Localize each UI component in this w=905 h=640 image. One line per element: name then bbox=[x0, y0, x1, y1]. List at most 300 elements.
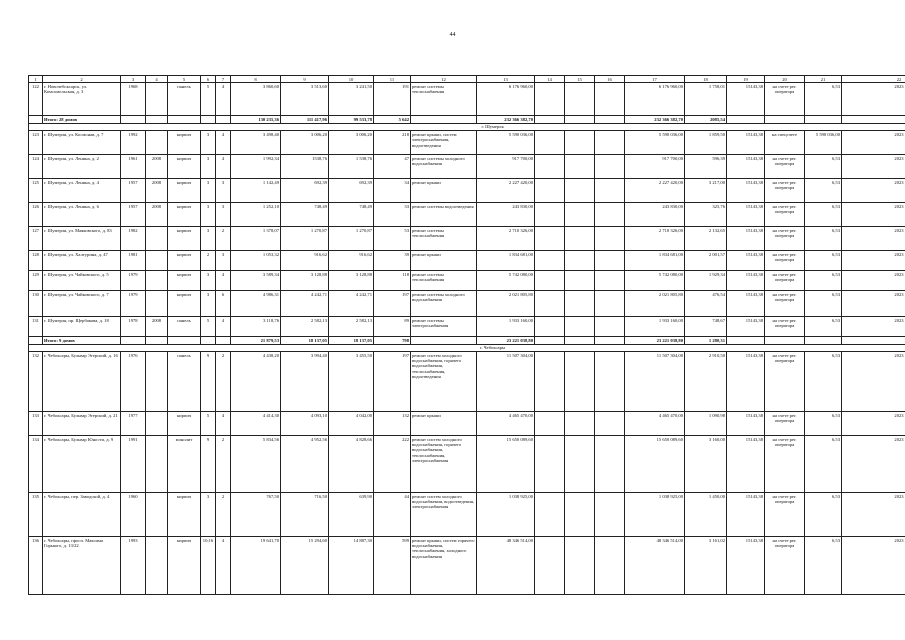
table-cell: 6,53 bbox=[805, 203, 842, 227]
table-cell: 596,39 bbox=[685, 155, 727, 179]
table-cell: 15 bbox=[565, 76, 595, 83]
table-cell: 132 bbox=[29, 352, 43, 412]
table-row bbox=[29, 412, 905, 436]
table-cell: ремонт системы холодного водоснабжения bbox=[411, 155, 477, 179]
table-cell: 1 280,31 bbox=[685, 337, 727, 344]
table-row bbox=[29, 227, 905, 251]
table-cell: 2 bbox=[201, 251, 216, 271]
table-cell: 1982 bbox=[121, 227, 146, 251]
table-cell: 243 830,00 bbox=[625, 203, 685, 227]
table-cell bbox=[535, 337, 565, 344]
table-cell: 2 227 420,00 bbox=[477, 179, 535, 203]
table-cell: 197 bbox=[374, 291, 411, 317]
table-cell bbox=[595, 337, 625, 344]
table-cell: 18 bbox=[685, 76, 727, 83]
table-cell: 6 176 960,00 bbox=[625, 83, 685, 116]
table-cell: 4 952,56 bbox=[281, 436, 329, 493]
table-cell: 6 bbox=[216, 291, 231, 317]
table-cell: 4 414,30 bbox=[231, 412, 281, 436]
table-cell: на счете рег. оператора bbox=[765, 155, 805, 179]
table-cell bbox=[146, 337, 168, 344]
table-cell bbox=[595, 436, 625, 493]
table-cell bbox=[535, 271, 565, 291]
table-cell: кирпич bbox=[168, 493, 201, 537]
table-cell bbox=[565, 131, 595, 155]
table-cell bbox=[727, 116, 765, 123]
table-cell: 33 bbox=[374, 203, 411, 227]
table-cell bbox=[595, 116, 625, 123]
table-cell: 2008 bbox=[146, 317, 168, 337]
table-cell: 6,53 bbox=[805, 271, 842, 291]
table-cell: 135 bbox=[29, 493, 43, 537]
table-cell bbox=[565, 537, 595, 595]
table-cell: 3 bbox=[216, 179, 231, 203]
table-cell: 15143,38 bbox=[727, 227, 765, 251]
table-cell: 99 533,78 bbox=[329, 116, 374, 123]
table-cell: 20 bbox=[765, 76, 805, 83]
table-cell: 1 834 681,00 bbox=[625, 251, 685, 271]
table-cell bbox=[565, 251, 595, 271]
table-cell: ремонт системы холодного водоснабжения bbox=[411, 291, 477, 317]
table-cell: ремонт систем холодного водоснабжения, горячего водоснабжения, теплоснабжения, водоотведения bbox=[411, 352, 477, 412]
table-cell bbox=[201, 337, 216, 344]
table-row bbox=[29, 271, 905, 291]
table-row bbox=[29, 131, 905, 155]
table-cell: 14 bbox=[535, 76, 565, 83]
table-row bbox=[29, 537, 905, 595]
table-cell bbox=[146, 493, 168, 537]
table-cell: 5 bbox=[168, 76, 201, 83]
table-cell: г. Шумерля, ул. Халтурина, д. 47 bbox=[43, 251, 121, 271]
table-cell: 44 bbox=[374, 493, 411, 537]
table-cell: 4 242,71 bbox=[329, 291, 374, 317]
table-cell: 4 093,10 bbox=[281, 412, 329, 436]
table-cell: на счете рег. оператора bbox=[765, 83, 805, 116]
table-cell: 15143,38 bbox=[727, 291, 765, 317]
table-cell: ремонт систем холодного водоснабжения, водоотведения, электроснабжения bbox=[411, 493, 477, 537]
table-cell: 2023 bbox=[842, 317, 905, 337]
table-cell: 692,39 bbox=[329, 179, 374, 203]
table-cell: г. Новочебоксарск, ул. Комсомольская, д. 3 bbox=[43, 83, 121, 116]
table-cell: 4 828,66 bbox=[329, 436, 374, 493]
table-cell: 17 bbox=[625, 76, 685, 83]
table-row bbox=[29, 493, 905, 537]
table-cell: 6,53 bbox=[805, 317, 842, 337]
table-cell: кирпич bbox=[168, 412, 201, 436]
table-cell bbox=[535, 131, 565, 155]
table-cell: 18 137,05 bbox=[329, 337, 374, 344]
table-row bbox=[29, 179, 905, 203]
table-cell: 15143,38 bbox=[727, 436, 765, 493]
table-cell: 1 bbox=[29, 76, 43, 83]
table-cell: 748,49 bbox=[281, 203, 329, 227]
city-group-row bbox=[29, 344, 905, 351]
table-cell: 3 860,60 bbox=[231, 83, 281, 116]
table-cell bbox=[535, 291, 565, 317]
table-cell: 2023 bbox=[842, 251, 905, 271]
table-cell: г. Чебоксары, пер. Заводской, д. 4 bbox=[43, 493, 121, 537]
table-cell: 34 bbox=[374, 179, 411, 203]
table-cell: 2 710 326,00 bbox=[477, 227, 535, 251]
table-cell: 2023 bbox=[842, 131, 905, 155]
table-cell: 2023 bbox=[842, 537, 905, 595]
table-cell: Итого: 9 домов bbox=[43, 337, 121, 344]
table-cell: 124 bbox=[29, 155, 43, 179]
table-cell: 4 042,00 bbox=[329, 412, 374, 436]
table-cell: г. Шумерля, ул. Ленина, д. 6 bbox=[43, 203, 121, 227]
table-cell: 6,53 bbox=[805, 155, 842, 179]
table-cell bbox=[565, 337, 595, 344]
table-cell bbox=[595, 227, 625, 251]
table-cell: 3 bbox=[201, 227, 216, 251]
table-cell: кирпич bbox=[168, 291, 201, 317]
table-cell: 692,39 bbox=[281, 179, 329, 203]
table-cell bbox=[535, 116, 565, 123]
table-cell: 15143,38 bbox=[727, 271, 765, 291]
table-cell bbox=[565, 203, 595, 227]
table-cell bbox=[535, 493, 565, 537]
table-cell bbox=[805, 116, 842, 123]
table-cell: 21 bbox=[805, 76, 842, 83]
table-cell: 39 bbox=[374, 251, 411, 271]
table-cell: 1979 bbox=[121, 291, 146, 317]
table-cell: 3 241,50 bbox=[329, 83, 374, 116]
table-cell: 15143,38 bbox=[727, 251, 765, 271]
table-cell: 6,53 bbox=[805, 179, 842, 203]
table-cell: 1976 bbox=[121, 352, 146, 412]
table-cell: 1981 bbox=[121, 251, 146, 271]
table-cell: 2008 bbox=[146, 179, 168, 203]
table-cell: 1 538,76 bbox=[329, 155, 374, 179]
table-cell: на счете рег. оператора bbox=[765, 493, 805, 537]
table-cell: 2 001,57 bbox=[685, 251, 727, 271]
table-cell bbox=[216, 116, 231, 123]
table-cell: 6 bbox=[201, 76, 216, 83]
table-cell bbox=[535, 203, 565, 227]
table-cell: 2 582,13 bbox=[281, 317, 329, 337]
table-cell: 5 742 080,00 bbox=[625, 271, 685, 291]
table-cell: г. Шумерля, ул. Чайковского, д. 5 bbox=[43, 271, 121, 291]
table-cell: 2008 bbox=[146, 155, 168, 179]
table-cell bbox=[146, 352, 168, 412]
table-cell: кирпич bbox=[168, 155, 201, 179]
table-cell: 4 465 470,00 bbox=[477, 412, 535, 436]
table-cell: 6,53 bbox=[805, 83, 842, 116]
table-cell: 134 bbox=[29, 436, 43, 493]
table-cell bbox=[595, 203, 625, 227]
table-cell: 23 221 038,80 bbox=[625, 337, 685, 344]
table-cell: 4 986,31 bbox=[231, 291, 281, 317]
table-cell bbox=[29, 116, 43, 123]
table-cell: 197 bbox=[374, 352, 411, 412]
table-cell: 2023 bbox=[842, 155, 905, 179]
page-number: 44 bbox=[449, 32, 456, 38]
table-cell: 2 021 805,80 bbox=[477, 291, 535, 317]
capital-repair-register-table bbox=[28, 75, 905, 595]
table-cell: 2085,54 bbox=[685, 116, 727, 123]
table-cell: 2023 bbox=[842, 203, 905, 227]
table-cell: на счете рег. оператора bbox=[765, 352, 805, 412]
table-cell bbox=[595, 251, 625, 271]
table-cell bbox=[565, 116, 595, 123]
table-cell bbox=[727, 337, 765, 344]
table-cell: 798 bbox=[374, 337, 411, 344]
table-cell: 7 bbox=[216, 76, 231, 83]
table-cell bbox=[535, 179, 565, 203]
table-cell: 23 221 038,80 bbox=[477, 337, 535, 344]
table-cell: 1 933 160,00 bbox=[625, 317, 685, 337]
table-cell: 1 252,10 bbox=[231, 203, 281, 227]
table-cell: 1979 bbox=[121, 271, 146, 291]
table-cell: монолит bbox=[168, 436, 201, 493]
table-cell bbox=[29, 337, 43, 344]
table-cell: 6,53 bbox=[805, 537, 842, 595]
table-cell: 748,49 bbox=[329, 203, 374, 227]
table-cell: на счете рег. оператора bbox=[765, 251, 805, 271]
table-cell: 1992 bbox=[121, 131, 146, 155]
table-cell: 4 bbox=[146, 76, 168, 83]
table-cell bbox=[565, 436, 595, 493]
table-cell bbox=[565, 271, 595, 291]
table-cell: 3 bbox=[121, 76, 146, 83]
table-cell: 1 450,00 bbox=[685, 493, 727, 537]
table-cell: 1 270,87 bbox=[329, 227, 374, 251]
table-cell bbox=[565, 83, 595, 116]
table-cell: 6,53 bbox=[805, 227, 842, 251]
table-cell bbox=[595, 493, 625, 537]
table-cell bbox=[146, 271, 168, 291]
table-cell: 136 bbox=[29, 537, 43, 595]
table-cell bbox=[842, 116, 905, 123]
table-cell bbox=[146, 227, 168, 251]
table-cell: 8 bbox=[231, 76, 281, 83]
table-cell: 15 294,60 bbox=[281, 537, 329, 595]
table-cell bbox=[595, 83, 625, 116]
table-cell bbox=[411, 116, 477, 123]
table-cell: 599 bbox=[374, 537, 411, 595]
table-cell: 767,50 bbox=[231, 493, 281, 537]
table-cell: 3 217,00 bbox=[685, 179, 727, 203]
table-cell: г. Шумерля, ул. Космонав, д. 7 bbox=[43, 131, 121, 155]
table-cell: 1 834 681,00 bbox=[477, 251, 535, 271]
table-cell: 125 bbox=[29, 179, 43, 203]
table-cell bbox=[535, 83, 565, 116]
table-cell: 126 bbox=[29, 203, 43, 227]
table-cell: 3 bbox=[216, 251, 231, 271]
table-cell: 222 bbox=[374, 436, 411, 493]
table-cell: ремонт системы теплоснабжения bbox=[411, 83, 477, 116]
table-cell: 128 bbox=[29, 251, 43, 271]
table-cell: 3 455,50 bbox=[329, 352, 374, 412]
table-cell: ремонт крыши, систем электроснабжения, водоотведения bbox=[411, 131, 477, 155]
table-cell: на счете рег. оператора bbox=[765, 537, 805, 595]
table-cell: 89 bbox=[374, 317, 411, 337]
table-cell: 15143,38 bbox=[727, 155, 765, 179]
table-cell: 1 038 925,00 bbox=[477, 493, 535, 537]
table-cell: 111 417,96 bbox=[281, 116, 329, 123]
column-number-row bbox=[29, 76, 905, 83]
table-cell: 2023 bbox=[842, 83, 905, 116]
table-cell: 6 176 960,00 bbox=[477, 83, 535, 116]
table-cell: 3 498,40 bbox=[231, 131, 281, 155]
table-cell: 2 bbox=[216, 493, 231, 537]
table-cell bbox=[121, 337, 146, 344]
table-cell: 1 270,87 bbox=[281, 227, 329, 251]
table-cell: 1993 bbox=[121, 537, 146, 595]
table-row bbox=[29, 352, 905, 412]
table-cell: на счете рег. оператора bbox=[765, 291, 805, 317]
table-cell: 53 bbox=[374, 227, 411, 251]
table-cell: 3 994,40 bbox=[281, 352, 329, 412]
table-cell: 6,53 bbox=[805, 436, 842, 493]
table-cell: 4 242,71 bbox=[281, 291, 329, 317]
table-row bbox=[29, 317, 905, 337]
table-cell: г. Чебоксары, Бульвар Юности, д. 9 bbox=[43, 436, 121, 493]
table-cell: 11 507 304,00 bbox=[625, 352, 685, 412]
table-cell: 191 bbox=[374, 83, 411, 116]
table-cell: 1960 bbox=[121, 493, 146, 537]
table-cell: на счете рег. оператора bbox=[765, 179, 805, 203]
table-cell bbox=[565, 352, 595, 412]
table-cell bbox=[595, 179, 625, 203]
table-row bbox=[29, 83, 905, 116]
table-cell: 9 bbox=[201, 352, 216, 412]
table-cell bbox=[535, 436, 565, 493]
table-cell: кирпич bbox=[168, 131, 201, 155]
table-cell: 2 910,50 bbox=[685, 352, 727, 412]
table-cell: 6,53 bbox=[805, 352, 842, 412]
table-cell: 3 bbox=[201, 291, 216, 317]
table-cell: 917 700,00 bbox=[625, 155, 685, 179]
table-cell: 3 589,34 bbox=[231, 271, 281, 291]
table-cell: 3 bbox=[201, 271, 216, 291]
table-cell: 15143,38 bbox=[727, 131, 765, 155]
table-cell: 2 bbox=[43, 76, 121, 83]
table-cell: 3 bbox=[201, 155, 216, 179]
table-cell: 2023 bbox=[842, 291, 905, 317]
table-cell: 122 bbox=[29, 83, 43, 116]
table-cell: 3 bbox=[201, 131, 216, 155]
table-cell: 1 053,32 bbox=[231, 251, 281, 271]
table-cell: 2 021 805,80 bbox=[625, 291, 685, 317]
table-cell: 639,90 bbox=[329, 493, 374, 537]
table-cell: 130 235,36 bbox=[231, 116, 281, 123]
table-cell: 716,50 bbox=[281, 493, 329, 537]
table-cell: 2 bbox=[216, 436, 231, 493]
table-cell: 1 929,34 bbox=[685, 271, 727, 291]
table-cell bbox=[595, 352, 625, 412]
table-cell bbox=[565, 291, 595, 317]
table-cell: 3 128,88 bbox=[329, 271, 374, 291]
table-cell: 15143,38 bbox=[727, 203, 765, 227]
subtotal-row bbox=[29, 116, 905, 123]
table-cell: Итого: 28 домов bbox=[43, 116, 121, 123]
table-cell bbox=[565, 317, 595, 337]
table-cell: ремонт крыши, систем горячего водоснабжения, теплоснабжения, холодного водоснабжения bbox=[411, 537, 477, 595]
city-group-row bbox=[29, 123, 905, 130]
table-cell: ремонт крыши bbox=[411, 412, 477, 436]
table-cell: 9 bbox=[201, 436, 216, 493]
table-cell: 3 118,76 bbox=[231, 317, 281, 337]
table-cell: 2 bbox=[216, 352, 231, 412]
table-cell bbox=[565, 412, 595, 436]
table-cell bbox=[805, 337, 842, 344]
table-cell: на счете рег. оператора bbox=[765, 227, 805, 251]
table-cell: 1957 bbox=[121, 203, 146, 227]
table-cell: 1 758,01 bbox=[685, 83, 727, 116]
table-cell: 1 038 925,00 bbox=[625, 493, 685, 537]
table-cell: 21 879,53 bbox=[231, 337, 281, 344]
table-cell: 2023 bbox=[842, 179, 905, 203]
table-cell bbox=[146, 436, 168, 493]
table-cell: 476,54 bbox=[685, 291, 727, 317]
table-cell: 4 bbox=[216, 131, 231, 155]
table-cell: 2008 bbox=[146, 203, 168, 227]
table-cell: 3 bbox=[201, 493, 216, 537]
table-cell: 2 710 326,00 bbox=[625, 227, 685, 251]
table-cell: кирпич bbox=[168, 271, 201, 291]
table-cell: 3 161,02 bbox=[685, 537, 727, 595]
table-cell bbox=[535, 352, 565, 412]
table-cell: 15143,38 bbox=[727, 493, 765, 537]
table-cell: г. Шумерля, пр. Щербакова, д. 18 bbox=[43, 317, 121, 337]
table-cell: 11 507 304,00 bbox=[477, 352, 535, 412]
table-cell: 4 bbox=[216, 271, 231, 291]
table-cell: 9 bbox=[281, 76, 329, 83]
table-cell bbox=[595, 412, 625, 436]
table-cell: 4 bbox=[216, 317, 231, 337]
table-cell: 15 650 089,60 bbox=[477, 436, 535, 493]
table-cell: 2023 bbox=[842, 227, 905, 251]
table-cell: 3 513,60 bbox=[281, 83, 329, 116]
table-cell: 4 bbox=[216, 537, 231, 595]
table-cell: 1957 bbox=[121, 179, 146, 203]
table-cell: кирпич bbox=[168, 251, 201, 271]
table-cell bbox=[201, 116, 216, 123]
table-cell: кирпич bbox=[168, 227, 201, 251]
table-cell: 133 bbox=[29, 412, 43, 436]
table-cell bbox=[146, 291, 168, 317]
table-cell: 325,76 bbox=[685, 203, 727, 227]
table-cell: г. Шумерля, ул. Ленина, д. 2 bbox=[43, 155, 121, 179]
table-cell: ремонт крыши bbox=[411, 179, 477, 203]
table-cell: 5 bbox=[201, 83, 216, 116]
table-cell: 1 090,98 bbox=[685, 412, 727, 436]
table-cell: 10 bbox=[329, 76, 374, 83]
table-cell: 1 992,34 bbox=[231, 155, 281, 179]
table-cell: 6,53 bbox=[805, 493, 842, 537]
table-cell: 5 bbox=[201, 317, 216, 337]
table-cell: 1977 bbox=[121, 412, 146, 436]
table-cell bbox=[595, 291, 625, 317]
table-cell bbox=[765, 337, 805, 344]
table-cell: 132 bbox=[374, 412, 411, 436]
table-cell: 14 887,30 bbox=[329, 537, 374, 595]
table-cell: 3 160,00 bbox=[685, 436, 727, 493]
table-cell bbox=[842, 337, 905, 344]
table-row bbox=[29, 436, 905, 493]
table-cell: 2 227 420,00 bbox=[625, 179, 685, 203]
table-cell: 47 bbox=[374, 155, 411, 179]
table-cell: 129 bbox=[29, 271, 43, 291]
table-cell: 15143,38 bbox=[727, 83, 765, 116]
table-cell: 1 142,49 bbox=[231, 179, 281, 203]
table-cell bbox=[146, 116, 168, 123]
table-cell: 15143,38 bbox=[727, 179, 765, 203]
table-cell: 15 650 089,60 bbox=[625, 436, 685, 493]
table-cell: 1538,76 bbox=[281, 155, 329, 179]
table-cell: 4 438,20 bbox=[231, 352, 281, 412]
